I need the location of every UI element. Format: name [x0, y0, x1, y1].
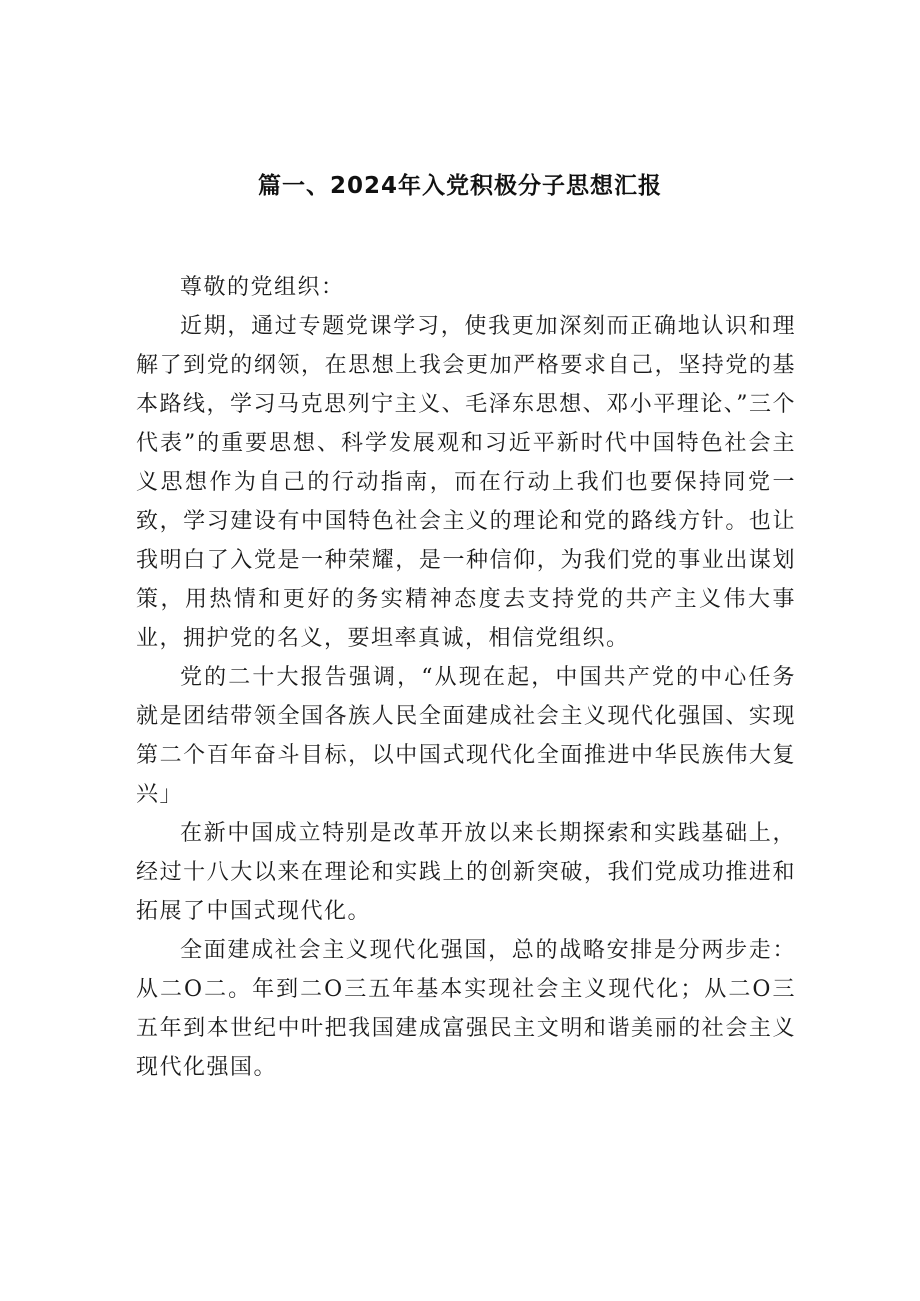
paragraph-2: 党的二十大报告强调，“从现在起，中国共产党的中心任务就是团结带领全国各族人民全面建成社会主义现代化强国、实现第二个百年奋斗目标，以中国式现代化全面推进中华民族伟大复兴」 — [136, 665, 796, 807]
salutation: 尊敬的党组织： — [180, 275, 345, 300]
paragraph-4: 全面建成社会主义现代化强国，总的战略安排是分两步走：从二O二。年到二O三五年基本实现社会主义现代化；从二O三五年到本世纪中叶把我国建成富强民主文明和谐美丽的社会主义现代化强国。 — [136, 938, 796, 1080]
paragraph-1: 近期，通过专题党课学习，使我更加深刻而正确地认识和理解了到党的纲领，在思想上我会更加严格要求自己，坚持党的基本路线，学习马克思列宁主义、毛泽东思想、邓小平理论、”三个代表”的重要思想、科学发展观和习近平新时代中国特色社会主义思想作为自己的行动指南，而在行动上我们也要保持同党一致，学习建设有中国特色社会主义的理论和党的路线方针。也让我明白了入党是一种荣耀，是一种信仰，为我们党的事业出谋划策，用热情和更好的务实精神态度去支持党的共产主义伟大事业，拥护党的名义，要坦率真诚，相信党组织。 — [136, 314, 796, 651]
document-title: 篇一、2024年入党积极分子思想汇报 — [257, 173, 662, 199]
document-body — [136, 268, 796, 1087]
paragraph-3: 在新中国成立特别是改革开放以来长期探索和实践基础上，经过十八大以来在理论和实践上的创新突破，我们党成功推进和拓展了中国式现代化。 — [136, 821, 796, 924]
